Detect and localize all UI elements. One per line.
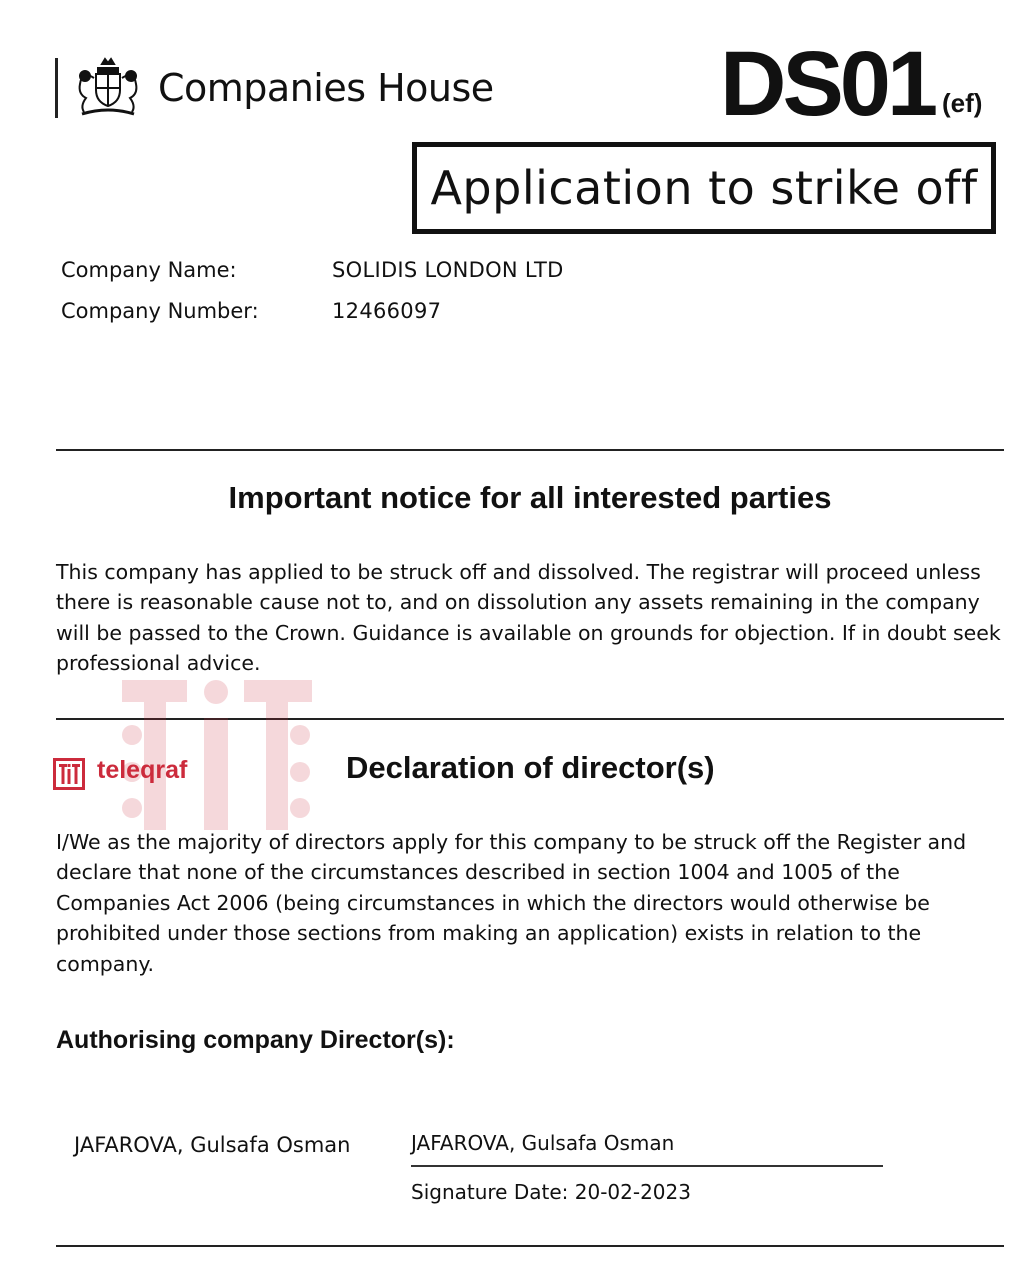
teleqraf-logo-icon — [53, 758, 85, 790]
company-name-value: SOLIDIS LONDON LTD — [332, 258, 564, 282]
form-suffix: (ef) — [942, 88, 983, 118]
company-number-label: Company Number: — [61, 299, 259, 323]
signature-date: Signature Date: 20-02-2023 — [411, 1180, 691, 1204]
declaration-title: Declaration of director(s) — [346, 750, 715, 785]
declaration-body: I/We as the majority of directors apply for this company to be struck off the Register and declare that none of the circumstances described in section 1004 and 1005 of the Companies Act 2006 (being circumstances in which the directors would otherwise be prohibited under those sections from making an application) exists in relation to the company. — [56, 830, 967, 976]
teleqraf-watermark-text: teleqraf — [97, 756, 188, 784]
organisation-name: Companies House — [158, 66, 494, 110]
logo-divider — [55, 58, 58, 118]
teleqraf-watermark-graphic — [122, 680, 312, 830]
form-title: Application to strike off — [430, 161, 978, 215]
form-title-box — [412, 142, 996, 234]
section-divider — [56, 1245, 1004, 1247]
company-name-label: Company Name: — [61, 258, 237, 282]
directors-heading: Authorising company Director(s): — [56, 1026, 455, 1054]
director-name: JAFAROVA, Gulsafa Osman — [74, 1133, 351, 1157]
signature-line — [411, 1165, 883, 1167]
form-code: DS01 — [720, 33, 935, 135]
notice-title: Important notice for all interested parties — [228, 480, 832, 515]
signature-name: JAFAROVA, Gulsafa Osman — [411, 1131, 675, 1155]
royal-coat-of-arms-icon — [72, 56, 144, 120]
notice-body: This company has applied to be struck off and dissolved. The registrar will proceed unless there is reasonable cause not to, and on dissolution any assets remaining in the company will be passed to the Crown. Guidance is available on grounds for objection. If in doubt seek professional advice. — [56, 560, 1001, 676]
section-divider — [56, 449, 1004, 451]
company-number-value: 12466097 — [332, 299, 442, 323]
